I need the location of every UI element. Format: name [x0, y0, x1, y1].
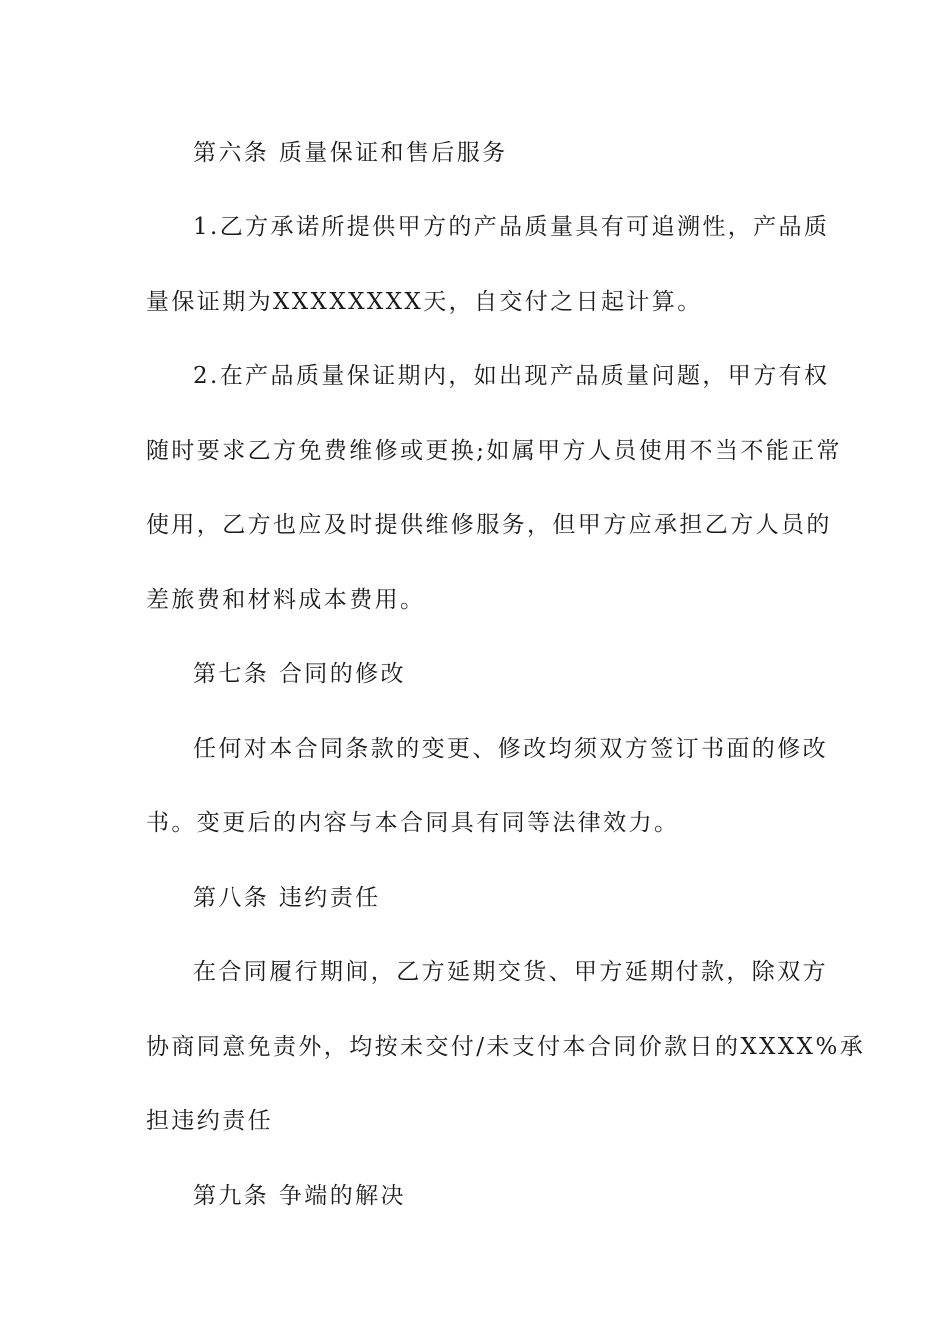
article-6-heading: 第六条 质量保证和售后服务 — [193, 140, 508, 166]
article-6-clause-2-line-3: 使用，乙方也应及时提供维修服务，但甲方应承担乙方人员的 — [146, 512, 832, 538]
article-9-heading: 第九条 争端的解决 — [193, 1183, 406, 1209]
article-6-clause-2-line-4: 差旅费和材料成本费用。 — [146, 587, 426, 613]
article-7-text-line-1: 任何对本合同条款的变更、修改均须双方签订书面的修改 — [193, 736, 828, 762]
article-8-text-line-1: 在合同履行期间，乙方延期交货、甲方延期付款，除双方 — [193, 959, 828, 985]
article-8-heading: 第八条 违约责任 — [193, 885, 381, 911]
article-6-clause-1-line-2: 量保证期为XXXXXXXX天，自交付之日起计算。 — [146, 289, 703, 315]
article-6-clause-2-line-1: 2.在产品质量保证期内，如出现产品质量问题，甲方有权 — [193, 363, 830, 389]
article-8-text-line-2: 协商同意免责外，均按未交付/未支付本合同价款日的XXXX%承 — [146, 1034, 866, 1060]
article-8-text-line-3: 担违约责任 — [146, 1108, 273, 1134]
article-7-heading: 第七条 合同的修改 — [193, 661, 406, 687]
article-6-clause-1-line-1: 1.乙方承诺所提供甲方的产品质量具有可追溯性，产品质 — [193, 214, 830, 240]
article-6-clause-2-line-2: 随时要求乙方免费维修或更换;如属甲方人员使用不当不能正常 — [146, 438, 842, 464]
article-7-text-line-2: 书。变更后的内容与本合同具有同等法律效力。 — [146, 810, 680, 836]
